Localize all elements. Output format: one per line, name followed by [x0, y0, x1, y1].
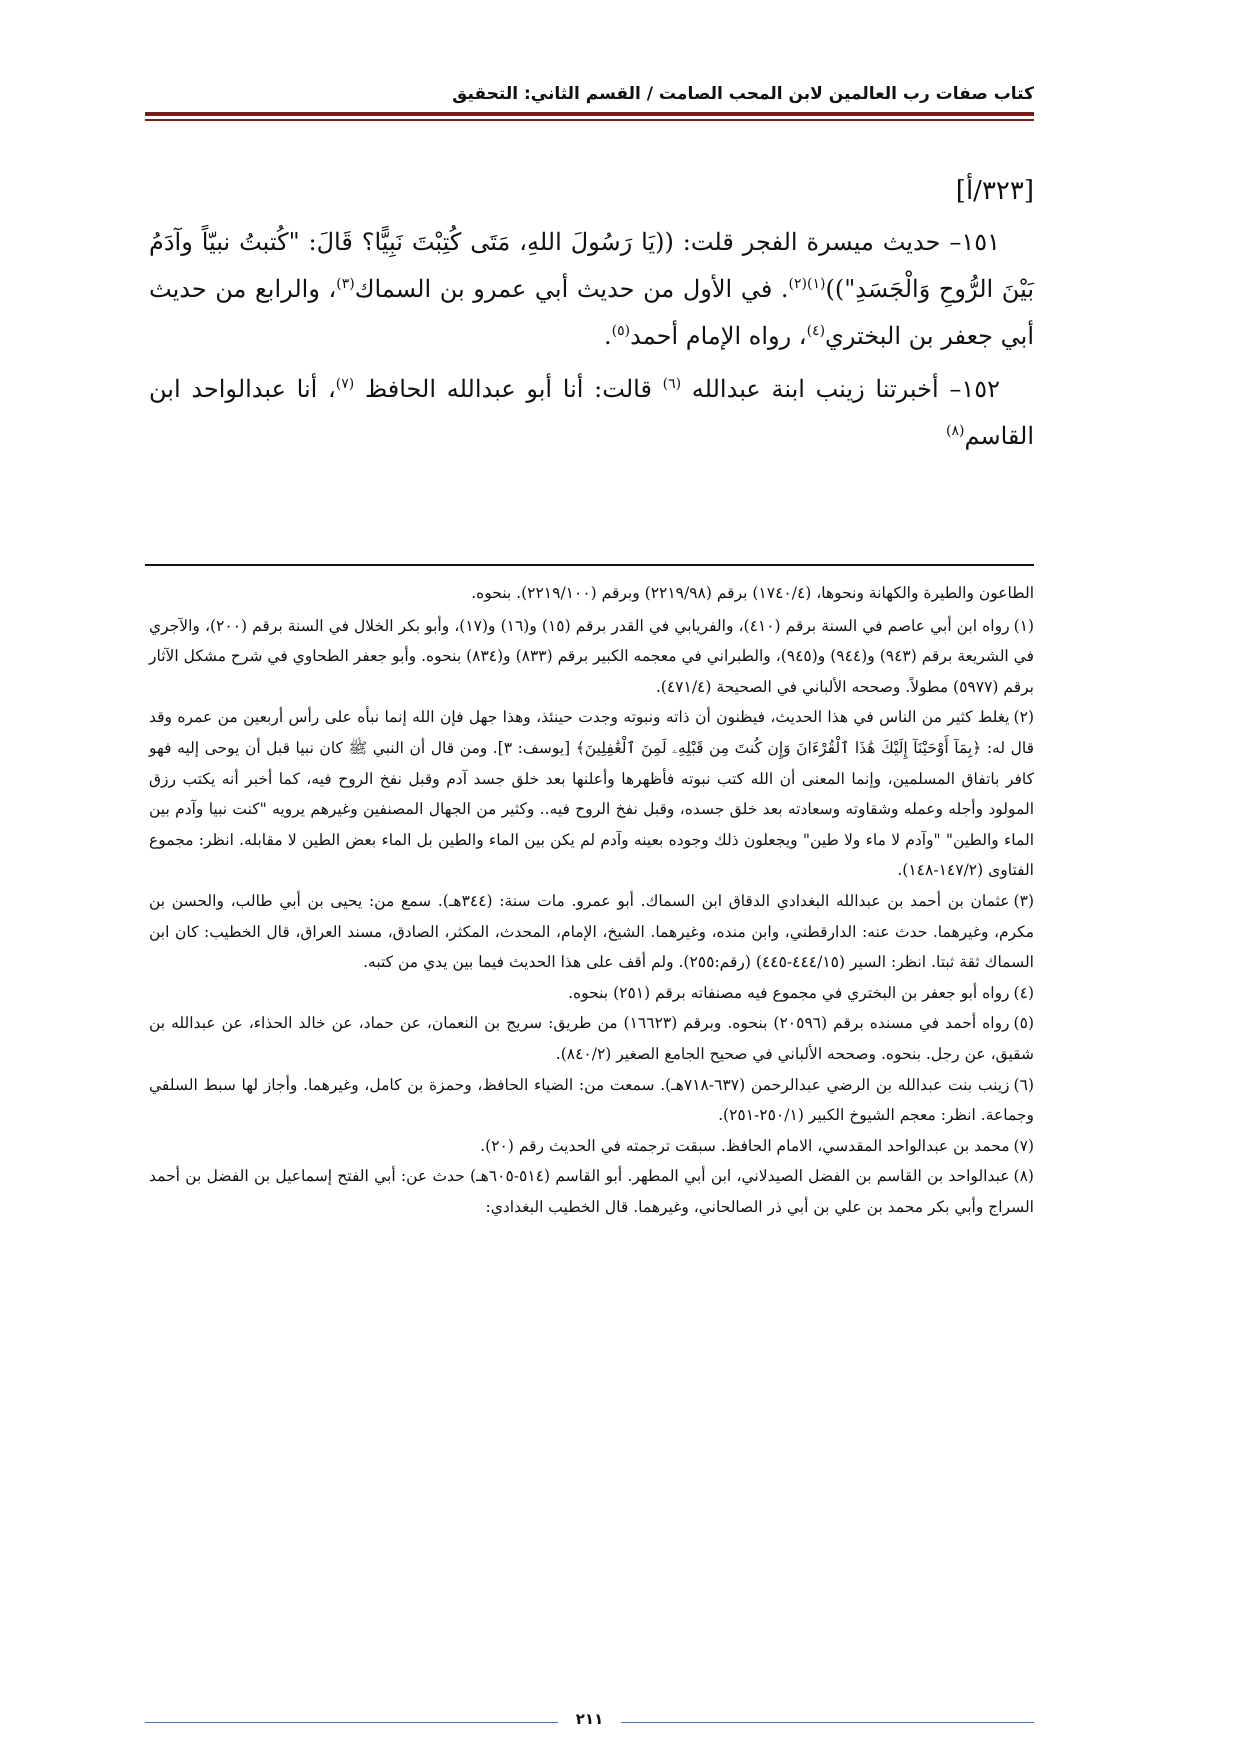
running-header-title: كتاب صفات رب العالمين لابن المحب الصامت / القسم الثاني: التحقيق — [452, 84, 1034, 104]
footnote-number: (٣) — [1013, 891, 1034, 910]
paragraph-text: ، والرابع من حديث أبي جعفر بن البختري — [149, 275, 1034, 350]
footnote-text: رواه أحمد في مسنده برقم (٢٠٥٩٦) بنحوه. وبرقم (١٦٦٢٣) من طريق: سريج بن النعمان، عن حماد، عن خالد الحذاء، عن عبدالله بن شقيق، عن رجل. بنحوه. وصححه الألباني في صحيح الجامع الصغير (٨٤٠/٢). — [149, 1014, 1034, 1063]
footnotes-section — [149, 578, 1034, 1222]
header-rule-thick — [145, 112, 1034, 116]
paragraph-text: ١٥٢– أخبرتنا زينب ابنة عبدالله — [681, 375, 1000, 403]
footnote-1 — [149, 611, 1034, 703]
footnote-text: زينب بنت عبدالله بن الرضي عبدالرحمن (٦٣٧-٧١٨هـ). سمعت من: الضياء الحافظ، وحمزة بن كامل، وغيرهما. وأجاز لها سبط السلفي وجماعة. انظر: معجم الشيوخ الكبير (٢٥٠/١-٢٥١). — [149, 1075, 1034, 1125]
hadith-paragraph-152 — [149, 366, 1034, 460]
hadith-paragraph-151 — [149, 219, 1034, 360]
footnote-text: يغلط كثير من الناس في هذا الحديث، فيظنون أن ذاته ونبوته وجدت حينئذ، وهذا جهل فإن الله إنما نبأه على رأس أربعين من عمره وقد قال له: ﴿بِمَآ أَوْحَيْنَآ إِلَيْكَ هَٰذَا ٱلْقُرْءَانَ وَإِن كُنتَ مِن قَبْلِهِۦ لَمِنَ ٱلْغَٰفِلِينَ﴾ [يوسف: ٣]. ومن قال أن النبي ﷺ كان نبيا قبل أن يوحى إليه فهو كافر باتفاق المسلمين، وإنما المعنى أن الله كتب نبوته فأظهرها وأعلنها بعد خلق جسد آدم وقبل نفخ الروح فيه، كما أخبر أنه يكتب رزق المولود وأجله وعمله وشقاوته وسعادته بعد خلق جسده، وقبل نفخ الروح فيه.. وكثير من الجهال المصنفين وغيرهم يرويه "كنت نبيا وآدم بين الماء والطين" "وآدم لا ماء ولا طين" ويجعلون ذلك وجوده بعينه وآدم لم يكن بين الماء والطين بل الماء بعض الطين لا مقابله. انظر: مجموع الفتاوى (١٤٧/٢-١٤٨). — [149, 708, 1034, 880]
footnote-8 — [149, 1161, 1034, 1222]
manuscript-folio-reference: [٣٢٣/أ] — [955, 176, 1034, 206]
footnote-reference: (٣) — [336, 276, 355, 292]
footnote-number: (٤) — [1013, 983, 1034, 1002]
footnote-5 — [149, 1008, 1034, 1069]
footnote-reference: (٦) — [662, 376, 682, 392]
footnote-reference: (٧) — [335, 376, 355, 392]
footnote-reference: (٨) — [946, 423, 965, 439]
footnote-4 — [149, 978, 1034, 1009]
paragraph-text: ، أنا عبدالواحد ابن القاسم — [149, 375, 1034, 450]
footnote-text: عثمان بن أحمد بن عبدالله البغدادي الدقاق ابن السماك. أبو عمرو. مات سنة: (٣٤٤هـ). سمع من: يحيى بن أبي طالب، والحسن بن مكرم، وغيرهما. حدث عنه: الدارقطني، وابن منده، وغيرهما. الشيخ، الإمام، المحدث، المكثر، الصادق، مسند العراق، قال الخطيب: كان ابن السماك ثقة ثبتا. انظر: السير (٤٤٤/١٥-٤٤٥) (رقم:٢٥٥). ولم أقف على هذا الحديث فيما بين يدي من كتبه. — [149, 891, 1034, 972]
footer-rule-right — [621, 1722, 1034, 1723]
paragraph-text: . في الأول من حديث أبي عمرو بن السماك — [354, 275, 789, 303]
footnote-number: (٧) — [1013, 1136, 1034, 1155]
paragraph-text: . — [604, 322, 612, 350]
footnote-number: (١) — [1013, 616, 1035, 635]
main-text — [149, 168, 1034, 460]
footnote-reference: (٥) — [611, 323, 631, 339]
footnote-reference: (٢) — [788, 276, 807, 292]
footnote-reference: (١) — [807, 276, 826, 292]
paragraph-text: ١٥١– حديث ميسرة الفجر قلت: ((يَا رَسُولَ اللهِ، مَتَى كُتِبْتَ نَبِيًّا؟ قَالَ: "كُتبتُ نبيّاً وآدَمُ بَيْنَ الرُّوحِ وَالْجَسَدِ")) — [149, 228, 1034, 303]
footnote-continuation: الطاعون والطيرة والكهانة ونحوها، (١٧٤٠/٤) برقم (٢٢١٩/٩٨) وبرقم (٢٢١٩/١٠٠). بنحوه. — [471, 584, 1034, 602]
footnote-7 — [149, 1131, 1034, 1162]
footnote-6 — [149, 1070, 1034, 1131]
footer-rule-left — [145, 1722, 558, 1723]
footnote-reference: (٤) — [806, 323, 826, 339]
footnote-separator — [145, 564, 1034, 566]
header-rule-thin — [145, 119, 1034, 121]
footnote-3 — [149, 886, 1034, 978]
footnote-text: رواه أبو جعفر بن البختري في مجموع فيه مصنفاته برقم (٢٥١) بنحوه. — [568, 983, 1010, 1002]
footnote-number: (٥) — [1013, 1014, 1034, 1033]
footnote-number: (٨) — [1013, 1167, 1034, 1186]
footnote-number: (٢) — [1013, 708, 1034, 727]
footnote-text: عبدالواحد بن القاسم بن الفضل الصيدلاني، ابن أبي المطهر. أبو القاسم (٥١٤-٦٠٥هـ) حدث عن: أبي الفتح إسماعيل بن الفضل بن أحمد السراج وأبي بكر محمد بن علي بن أبي ذر الصالحاني، وغيرهما. قال الخطيب البغدادي: — [149, 1167, 1034, 1216]
footnote-text: محمد بن عبدالواحد المقدسي، الامام الحافظ. سبقت ترجمته في الحديث رقم (٢٠). — [480, 1136, 1010, 1155]
paragraph-text: ، رواه الإمام أحمد — [630, 322, 807, 350]
page-number: ٢١١ — [575, 1710, 604, 1728]
footnote-text: رواه ابن أبي عاصم في السنة برقم (٤١٠)، والفريابي في القدر برقم (١٥) و(١٦) و(١٧)، وأبو بكر الخلال في السنة برقم (٢٠٠)، والآجري في الشريعة برقم (٩٤٣) و(٩٤٤) و(٩٤٥)، والطبراني في معجمه الكبير برقم (٨٣٣) و(٨٣٤) بنحوه. وأبو جعفر الطحاوي في شرح مشكل الآثار برقم (٥٩٧٧) مطولاً. وصححه الألباني في الصحيحة (٤٧١/٤). — [148, 616, 1034, 696]
footnote-2 — [149, 702, 1034, 886]
footnote-number: (٦) — [1013, 1075, 1034, 1094]
paragraph-text: قالت: أنا أبو عبدالله الحافظ — [354, 375, 663, 403]
